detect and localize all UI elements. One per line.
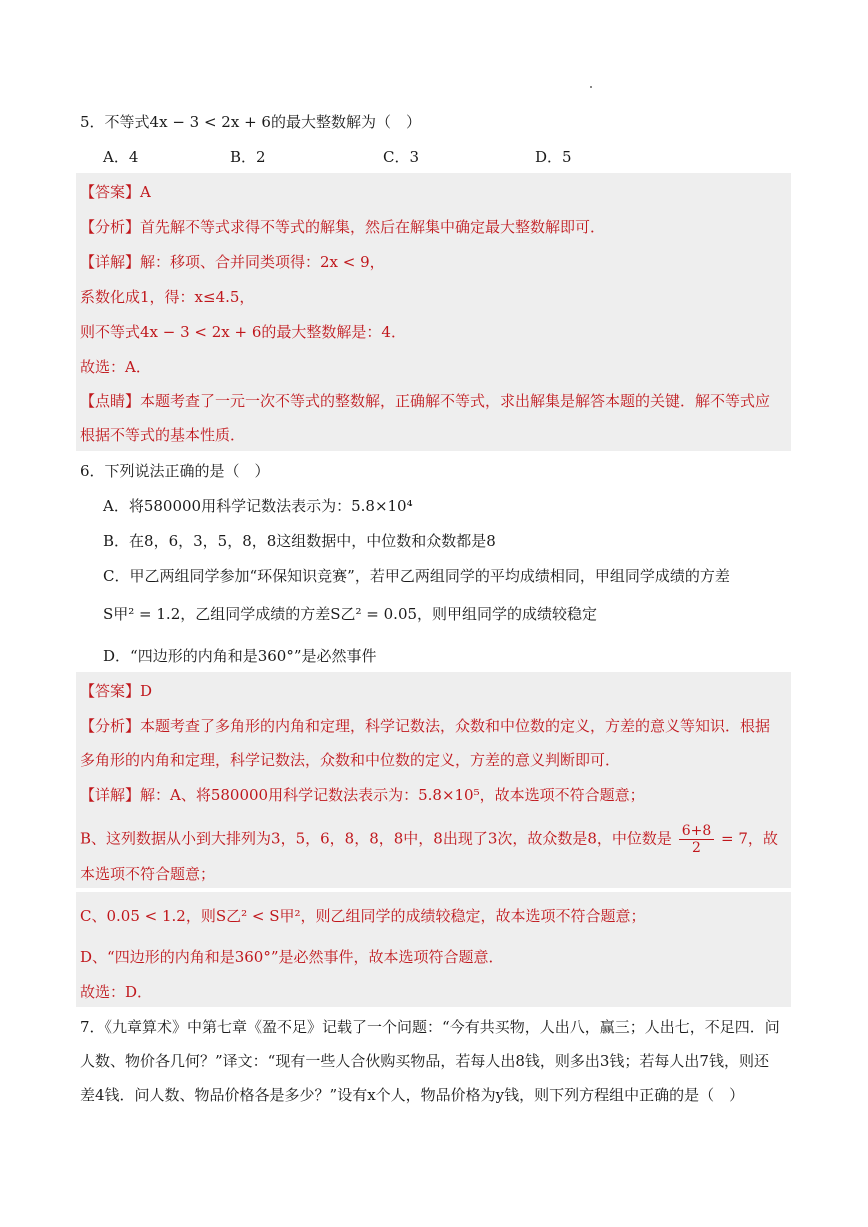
q6-choose: 故选：D． (80, 983, 153, 1001)
q5-analysis: 【分析】首先解不等式求得不等式的解集，然后在解集中确定最大整数解即可． (80, 218, 606, 236)
q7-line-3: 差4钱．问人数、物品价格各是多少？”设有x个人，物品价格为y钱，则下列方程组中正确的是（ ） (80, 1086, 745, 1104)
q5-detail-2: 系数化成1，得：x≤4.5， (80, 288, 255, 306)
q6-analysis-1: 【分析】本题考查了多角形的内角和定理，科学记数法，众数和中位数的定义，方差的意义等知识．根据 (80, 717, 771, 735)
q6-option-c-line-2: S甲² = 1.2，乙组同学成绩的方差S乙² = 0.05，则甲组同学的成绩较稳定 (103, 605, 598, 623)
q6-detail-3: 本选项不符合题意； (80, 865, 216, 883)
fraction-numerator: 6+8 (679, 823, 715, 840)
q5-detail-3: 则不等式4x − 3 < 2x + 6的最大整数解是：4． (80, 323, 406, 341)
q5-remark-1: 【点睛】本题考查了一元一次不等式的整数解，正确解不等式，求出解集是解答本题的关键．解不等式应 (80, 392, 771, 410)
q6-detail-4: C、0.05 < 1.2，则S乙² < S甲²，则乙组同学的成绩较稳定，故本选项不符合题意； (80, 907, 646, 925)
q5-detail-1: 【详解】解：移项、合并同类项得：2x < 9， (80, 253, 385, 271)
q6-option-a: A．将580000用科学记数法表示为：5.8×10⁴ (103, 497, 413, 515)
q6-detail-2 (80, 823, 778, 856)
q5-answer: 【答案】A (80, 183, 151, 201)
q5-option-d: D．5 (535, 148, 572, 166)
q5-option-c: C．3 (383, 148, 420, 166)
median-fraction (679, 823, 715, 856)
q5-remark-2: 根据不等式的基本性质． (80, 426, 246, 444)
q7-line-1: 7．《九章算术》中第七章《盈不足》记载了一个问题：“今有共买物，人出八，赢三；人出七，不足四．问 (80, 1018, 780, 1036)
q6-option-b: B．在8，6，3，5，8，8这组数据中，中位数和众数都是8 (103, 532, 496, 550)
q6-stem: 6．下列说法正确的是（ ） (80, 462, 270, 480)
q5-stem: 5．不等式4x − 3 < 2x + 6的最大整数解为（ ） (80, 113, 421, 131)
q6-option-c-line-1: C．甲乙两组同学参加“环保知识竞赛”，若甲乙两组同学的平均成绩相同，甲组同学成绩的方差 (103, 567, 730, 585)
q6-detail-5: D、“四边形的内角和是360°”是必然事件，故本选项符合题意． (80, 948, 504, 966)
q5-option-a: A．4 (103, 148, 139, 166)
fraction-denominator: 2 (692, 840, 701, 856)
q7-line-2: 人数、物价各几何？”译文：“现有一些人合伙购买物品，若每人出8钱，则多出3钱；若每人出7钱，则还 (80, 1052, 769, 1070)
page-mark (590, 86, 592, 88)
q6-detail-1: 【详解】解：A、将580000用科学记数法表示为：5.8×10⁵，故本选项不符合题意； (80, 786, 645, 804)
q6-detail-2-tail: = 7，故 (721, 829, 778, 848)
q5-choose: 故选：A． (80, 358, 151, 376)
q5-option-b: B．2 (230, 148, 266, 166)
q6-detail-2-text: B、这列数据从小到大排列为3，5，6，8，8，8中，8出现了3次，故众数是8，中位数是 (80, 829, 672, 848)
q6-option-d: D．“四边形的内角和是360°”是必然事件 (103, 647, 377, 665)
q6-analysis-2: 多角形的内角和定理，科学记数法，众数和中位数的定义，方差的意义判断即可． (80, 751, 621, 769)
q6-answer: 【答案】D (80, 682, 153, 700)
